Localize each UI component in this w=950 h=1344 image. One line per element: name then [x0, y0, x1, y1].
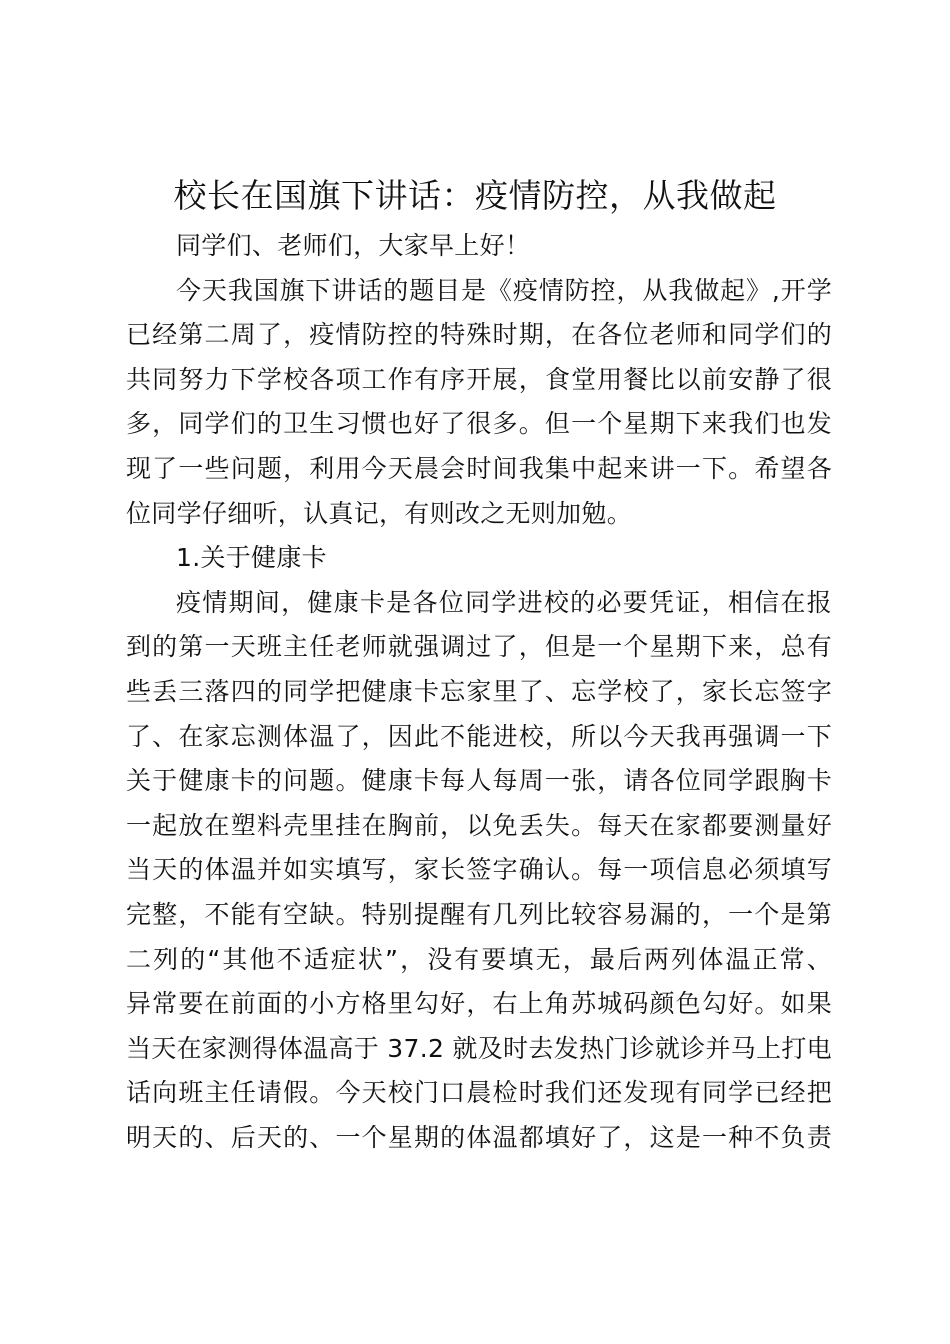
paragraph-line: 到的第一天班主任老师就强调过了，但是一个星期下来，总有 — [126, 632, 832, 662]
paragraph-line: 异常要在前面的小方格里勾好，右上角苏城码颜色勾好。如果 — [126, 989, 832, 1019]
paragraph-line: 一起放在塑料壳里挂在胸前，以免丢失。每天在家都要测量好 — [126, 810, 832, 840]
paragraph-line: 共同努力下学校各项工作有序开展，食堂用餐比以前安静了很 — [126, 364, 832, 394]
paragraph-line: 多，同学们的卫生习惯也好了很多。但一个星期下来我们也发 — [126, 409, 832, 439]
paragraph-line: 当天的体温并如实填写，家长签字确认。每一项信息必须填写 — [126, 855, 832, 885]
greeting-line: 同学们、老师们，大家早上好！ — [176, 231, 531, 260]
paragraph-line: 已经第二周了，疫情防控的特殊时期，在各位老师和同学们的 — [126, 320, 832, 350]
paragraph-line: 话向班主任请假。今天校门口晨检时我们还发现有同学已经把 — [126, 1078, 832, 1108]
document-title: 校长在国旗下讲话：疫情防控，从我做起 — [173, 176, 777, 215]
paragraph-line: 位同学仔细听，认真记，有则改之无则加勉。 — [126, 498, 633, 528]
paragraph-line: 现了一些问题，利用今天晨会时间我集中起来讲一下。希望各 — [126, 453, 832, 483]
paragraph-line: 疫情期间，健康卡是各位同学进校的必要凭证，相信在报 — [176, 587, 832, 617]
paragraph-line: 关于健康卡的问题。健康卡每人每周一张，请各位同学跟胸卡 — [126, 766, 832, 796]
paragraph-line: 今天我国旗下讲话的题目是《疫情防控，从我做起》,开学 — [176, 275, 832, 305]
paragraph-line: 些丢三落四的同学把健康卡忘家里了、忘学校了，家长忘签字 — [126, 676, 832, 706]
paragraph-line: 了、在家忘测体温了，因此不能进校，所以今天我再强调一下 — [126, 721, 832, 751]
paragraph-line: 二列的“其他不适症状”，没有要填无，最后两列体温正常、 — [126, 944, 832, 974]
paragraph-line: 当天在家测得体温高于 37.2 就及时去发热门诊就诊并马上打电 — [126, 1033, 832, 1063]
paragraph-line: 明天的、后天的、一个星期的体温都填好了，这是一种不负责 — [126, 1122, 832, 1152]
document-body — [126, 224, 832, 1160]
section-heading: 1.关于健康卡 — [176, 543, 327, 573]
paragraph-line: 完整，不能有空缺。特别提醒有几列比较容易漏的，一个是第 — [126, 899, 832, 929]
